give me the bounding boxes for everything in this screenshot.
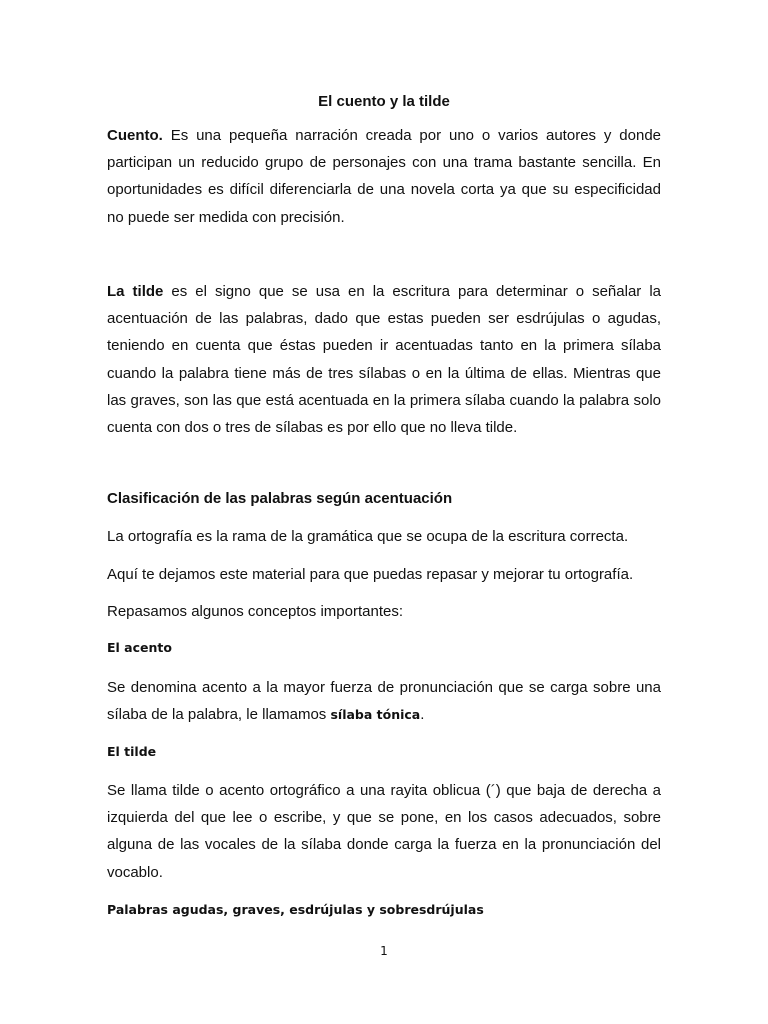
acento-text: Se denomina acento a la mayor fuerza de pronunciación que se carga sobre una sílaba de la palabra, le llamamos (107, 679, 661, 724)
tilde-label: La tilde (107, 283, 164, 300)
page-number: 1 (380, 944, 388, 958)
acento-paragraph (107, 674, 661, 728)
material-line: Aquí te dejamos este material para que puedas repasar y mejorar tu ortografía. (107, 566, 634, 583)
el-tilde-paragraph: Se llama tilde o acento ortográfico a una rayita oblicua (´) que baja de derecha a izquierda del que lee o escribe, y que se pone, en los casos adecuados, sobre alguna de las vocales de la sílaba donde carga la fuerza en la pronunciación del vocablo. (107, 782, 661, 881)
ortografia-line: La ortografía es la rama de la gramática que se ocupa de la escritura correcta. (107, 528, 629, 545)
acento-heading: El acento (107, 640, 172, 655)
classification-heading: Clasificación de las palabras según acentuación (107, 490, 453, 507)
silaba-tonica-term: sílaba tónica (330, 707, 421, 723)
cuento-label: Cuento. (107, 127, 163, 144)
palabras-heading: Palabras agudas, graves, esdrújulas y sobresdrújulas (107, 902, 484, 917)
el-tilde-heading: El tilde (107, 744, 157, 759)
tilde-text: es el signo que se usa en la escritura para determinar o señalar la acentuación de las palabras, dado que estas pueden ser esdrújulas o agudas, teniendo en cuenta que éstas pueden ir acentuadas tanto en la primera sílaba cuando la palabra tiene más de tres sílabas o en la última de ellas. Mientras que las graves, son las que está acentuada en la primera sílaba cuando la palabra solo cuenta con dos o tres de sílabas es por ello que no lleva tilde. (107, 283, 661, 437)
document-title: El cuento y la tilde (318, 93, 450, 110)
cuento-text: Es una pequeña narración creada por uno o varios autores y donde participan un reducido grupo de personajes con una trama bastante sencilla. En oportunidades es difícil diferenciarla de una novela corta ya que su especificidad no puede ser medida con precisión. (107, 127, 661, 226)
tilde-paragraph (107, 278, 661, 441)
cuento-paragraph (107, 122, 661, 231)
acento-text-end: . (420, 706, 425, 724)
conceptos-line: Repasamos algunos conceptos importantes: (107, 603, 404, 620)
